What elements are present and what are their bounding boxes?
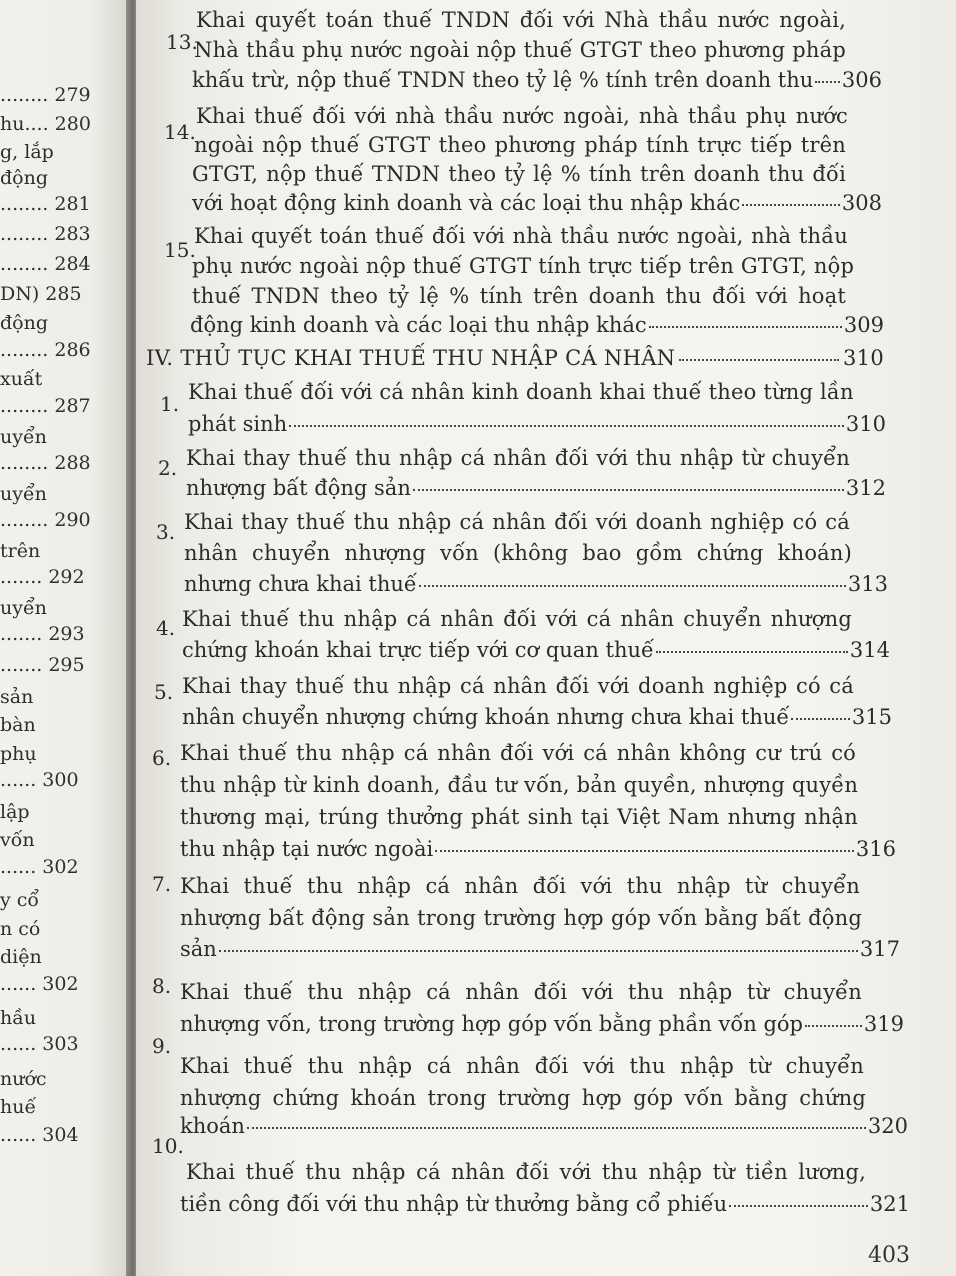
entry-page: 309 [843,313,884,337]
left-fragment: uyển [0,483,47,505]
entry-page: 321 [869,1192,910,1216]
left-fragment: trên [0,540,41,562]
entry-last-text: nhân chuyển nhượng chứng khoán nhưng chưa khai thuế [182,705,790,729]
left-fragment: ...... 302 [0,856,79,878]
dot-leader [805,1021,862,1027]
entry-page: 317 [859,937,900,961]
left-fragment: bàn [0,714,36,736]
entry-line: Khai thuế đối với cá nhân kinh doanh khai thuế theo từng lần [188,380,854,404]
entry-line: Khai quyết toán thuế TNDN đối với Nhà thầu nước ngoài, [196,8,846,32]
dot-leader [247,1123,866,1129]
entry-line: Khai thuế thu nhập cá nhân đối với thu nhập từ tiền lương, [186,1160,866,1184]
left-fragment: y cổ [0,889,40,911]
entry-line: Khai thuế đối với nhà thầu nước ngoài, nhà thầu phụ nước [196,104,848,128]
entry-last-line [182,638,890,662]
left-fragment: lập [0,801,30,823]
entry-line: nhân chuyển nhượng vốn (không bao gồm chứng khoán) [184,541,852,565]
left-fragment: diện [0,946,42,968]
left-fragment: ...... 304 [0,1124,79,1146]
left-fragment: ........ 286 [0,339,91,361]
entry-page: 316 [855,837,896,861]
page-number: 403 [868,1243,910,1268]
entry-last-text: nhượng bất động sản [186,476,411,500]
entry-line: Khai quyết toán thuế đối với nhà thầu nước ngoài, nhà thầu [194,224,848,248]
entry-last-text: với hoạt động kinh doanh và các loại thu nhập khác [192,191,741,215]
entry-number: 5. [154,680,174,704]
entry-number: 2. [158,456,178,480]
entry-page: 320 [867,1114,908,1138]
dot-leader [435,846,854,852]
entry-number: 6. [152,746,172,770]
left-page [0,0,132,1276]
entry-page: 312 [845,476,886,500]
entry-number: 14. [164,120,196,144]
dot-leader [679,355,839,361]
left-fragment: ...... 303 [0,1033,79,1055]
dot-leader [413,485,844,491]
entry-number: 13. [166,30,198,54]
entry-line: Khai thay thuế thu nhập cá nhân đối với thu nhập từ chuyển [186,446,850,470]
entry-line: nhượng bất động sản trong trường hợp góp vốn bằng bất động [180,906,862,930]
left-fragment: uyển [0,426,47,448]
left-fragment: xuất [0,368,43,390]
dot-leader [656,647,848,653]
left-fragment: ........ 284 [0,253,91,275]
dot-leader [742,200,840,206]
left-fragment: uyển [0,597,47,619]
left-fragment: ........ 283 [0,223,91,245]
left-fragment: huế [0,1096,37,1118]
entry-last-line [180,937,900,961]
dot-leader [791,714,850,720]
entry-page: 315 [851,705,892,729]
entry-line: Khai thay thuế thu nhập cá nhân đối với doanh nghiệp có cá [184,510,850,534]
entry-line: Khai thuế thu nhập cá nhân đối với thu nhập từ chuyển [180,1054,864,1078]
dot-leader [729,1201,868,1207]
left-fragment: ...... 300 [0,769,79,791]
entry-last-line [180,1114,908,1138]
dot-leader [815,77,840,83]
entry-number: 7. [152,872,172,896]
entry-last-text: nhượng vốn, trong trường hợp góp vốn bằng phần vốn góp [180,1012,803,1036]
dot-leader [289,421,844,427]
entry-number: 15. [164,238,196,262]
left-fragment: động [0,312,49,334]
entry-line: thuế TNDN theo tỷ lệ % tính trên doanh thu đối với hoạt [192,284,846,308]
left-fragment: ........ 281 [0,193,91,215]
entry-last-line [190,313,884,337]
entry-line: Khai thuế thu nhập cá nhân đối với thu nhập từ chuyển [180,874,860,898]
right-page [136,0,956,1276]
entry-last-text: tiền công đối với thu nhập từ thưởng bằng cổ phiếu [180,1192,728,1216]
entry-last-line [186,476,886,500]
entry-last-text: sản [180,937,217,961]
entry-last-line [184,572,888,596]
left-fragment: sản [0,686,34,708]
entry-last-text: phát sinh [188,412,288,436]
entry-line: ngoài nộp thuế GTGT theo phương pháp tính trực tiếp trên [194,133,846,157]
left-fragment: ........ 290 [0,509,91,531]
entry-page: 308 [841,191,882,215]
dot-leader [219,946,858,952]
entry-last-text: nhưng chưa khai thuế [184,572,417,596]
left-fragment: ....... 292 [0,566,85,588]
entry-page: 310 [845,412,886,436]
entry-last-line [180,1192,910,1216]
entry-line: phụ nước ngoài nộp thuế GTGT tính trực tiếp trên GTGT, nộp [192,254,855,278]
entry-line: Khai thay thuế thu nhập cá nhân đối với doanh nghiệp có cá [182,674,854,698]
entry-line: GTGT, nộp thuế TNDN theo tỷ lệ % tính trên doanh thu đối [192,162,846,186]
left-fragment: DN) 285 [0,283,82,305]
entry-page: 314 [849,638,890,662]
entry-page: 306 [841,68,882,92]
entry-last-line [188,412,886,436]
left-fragment: n có [0,918,41,940]
entry-last-line [192,191,882,215]
left-fragment: ...... 302 [0,973,79,995]
left-fragment: nước [0,1068,47,1090]
left-fragment: hu.... 280 [0,113,91,135]
entry-line: nhượng chứng khoán trong trường hợp góp vốn bằng chứng [180,1086,866,1110]
left-fragment: ........ 288 [0,452,91,474]
dot-leader [419,581,846,587]
left-fragment: hầu [0,1007,37,1029]
entry-number: 8. [152,974,172,998]
entry-last-text: chứng khoán khai trực tiếp với cơ quan thuế [182,638,654,662]
left-fragment: ........ 279 [0,84,91,106]
entry-last-text: khoán [180,1114,245,1138]
entry-page: 313 [847,572,888,596]
entry-last-text: thu nhập tại nước ngoài [180,837,434,861]
left-fragment: ........ 287 [0,395,91,417]
section-page: 310 [843,346,884,370]
left-fragment: ....... 295 [0,654,85,676]
entry-number: 9. [152,1034,172,1058]
section-title: IV. THỦ TỤC KHAI THUẾ THU NHẬP CÁ NHÂN [146,346,676,370]
section-heading [146,346,884,370]
dot-leader [649,322,842,328]
left-fragment: động [0,167,49,189]
entry-page: 319 [863,1012,904,1036]
entry-last-line [180,1012,904,1036]
entry-line: Khai thuế thu nhập cá nhân đối với cá nhân chuyển nhượng [182,607,852,631]
entry-number: 10. [152,1134,184,1158]
entry-last-line [192,68,882,92]
left-fragment: phụ [0,743,37,765]
entry-number: 3. [156,520,176,544]
entry-line: thu nhập từ kinh doanh, đầu tư vốn, bản quyền, nhượng quyền [180,773,859,797]
entry-line: Khai thuế thu nhập cá nhân đối với thu nhập từ chuyển [180,980,862,1004]
entry-last-line [182,705,892,729]
entry-last-text: động kinh doanh và các loại thu nhập khác [190,313,647,337]
entry-line: Khai thuế thu nhập cá nhân đối với cá nhân không cư trú có [180,741,856,765]
left-fragment: g, lắp [0,141,54,163]
left-fragment: ....... 293 [0,623,85,645]
entry-number: 4. [156,616,176,640]
entry-line: thương mại, trúng thưởng phát sinh tại Việt Nam nhưng nhận [180,805,858,829]
entry-last-text: khấu trừ, nộp thuế TNDN theo tỷ lệ % tính trên doanh thu [192,68,814,92]
entry-number: 1. [160,392,180,416]
entry-line: Nhà thầu phụ nước ngoài nộp thuế GTGT theo phương pháp [194,38,846,62]
left-fragment: vốn [0,829,35,851]
entry-last-line [180,837,896,861]
